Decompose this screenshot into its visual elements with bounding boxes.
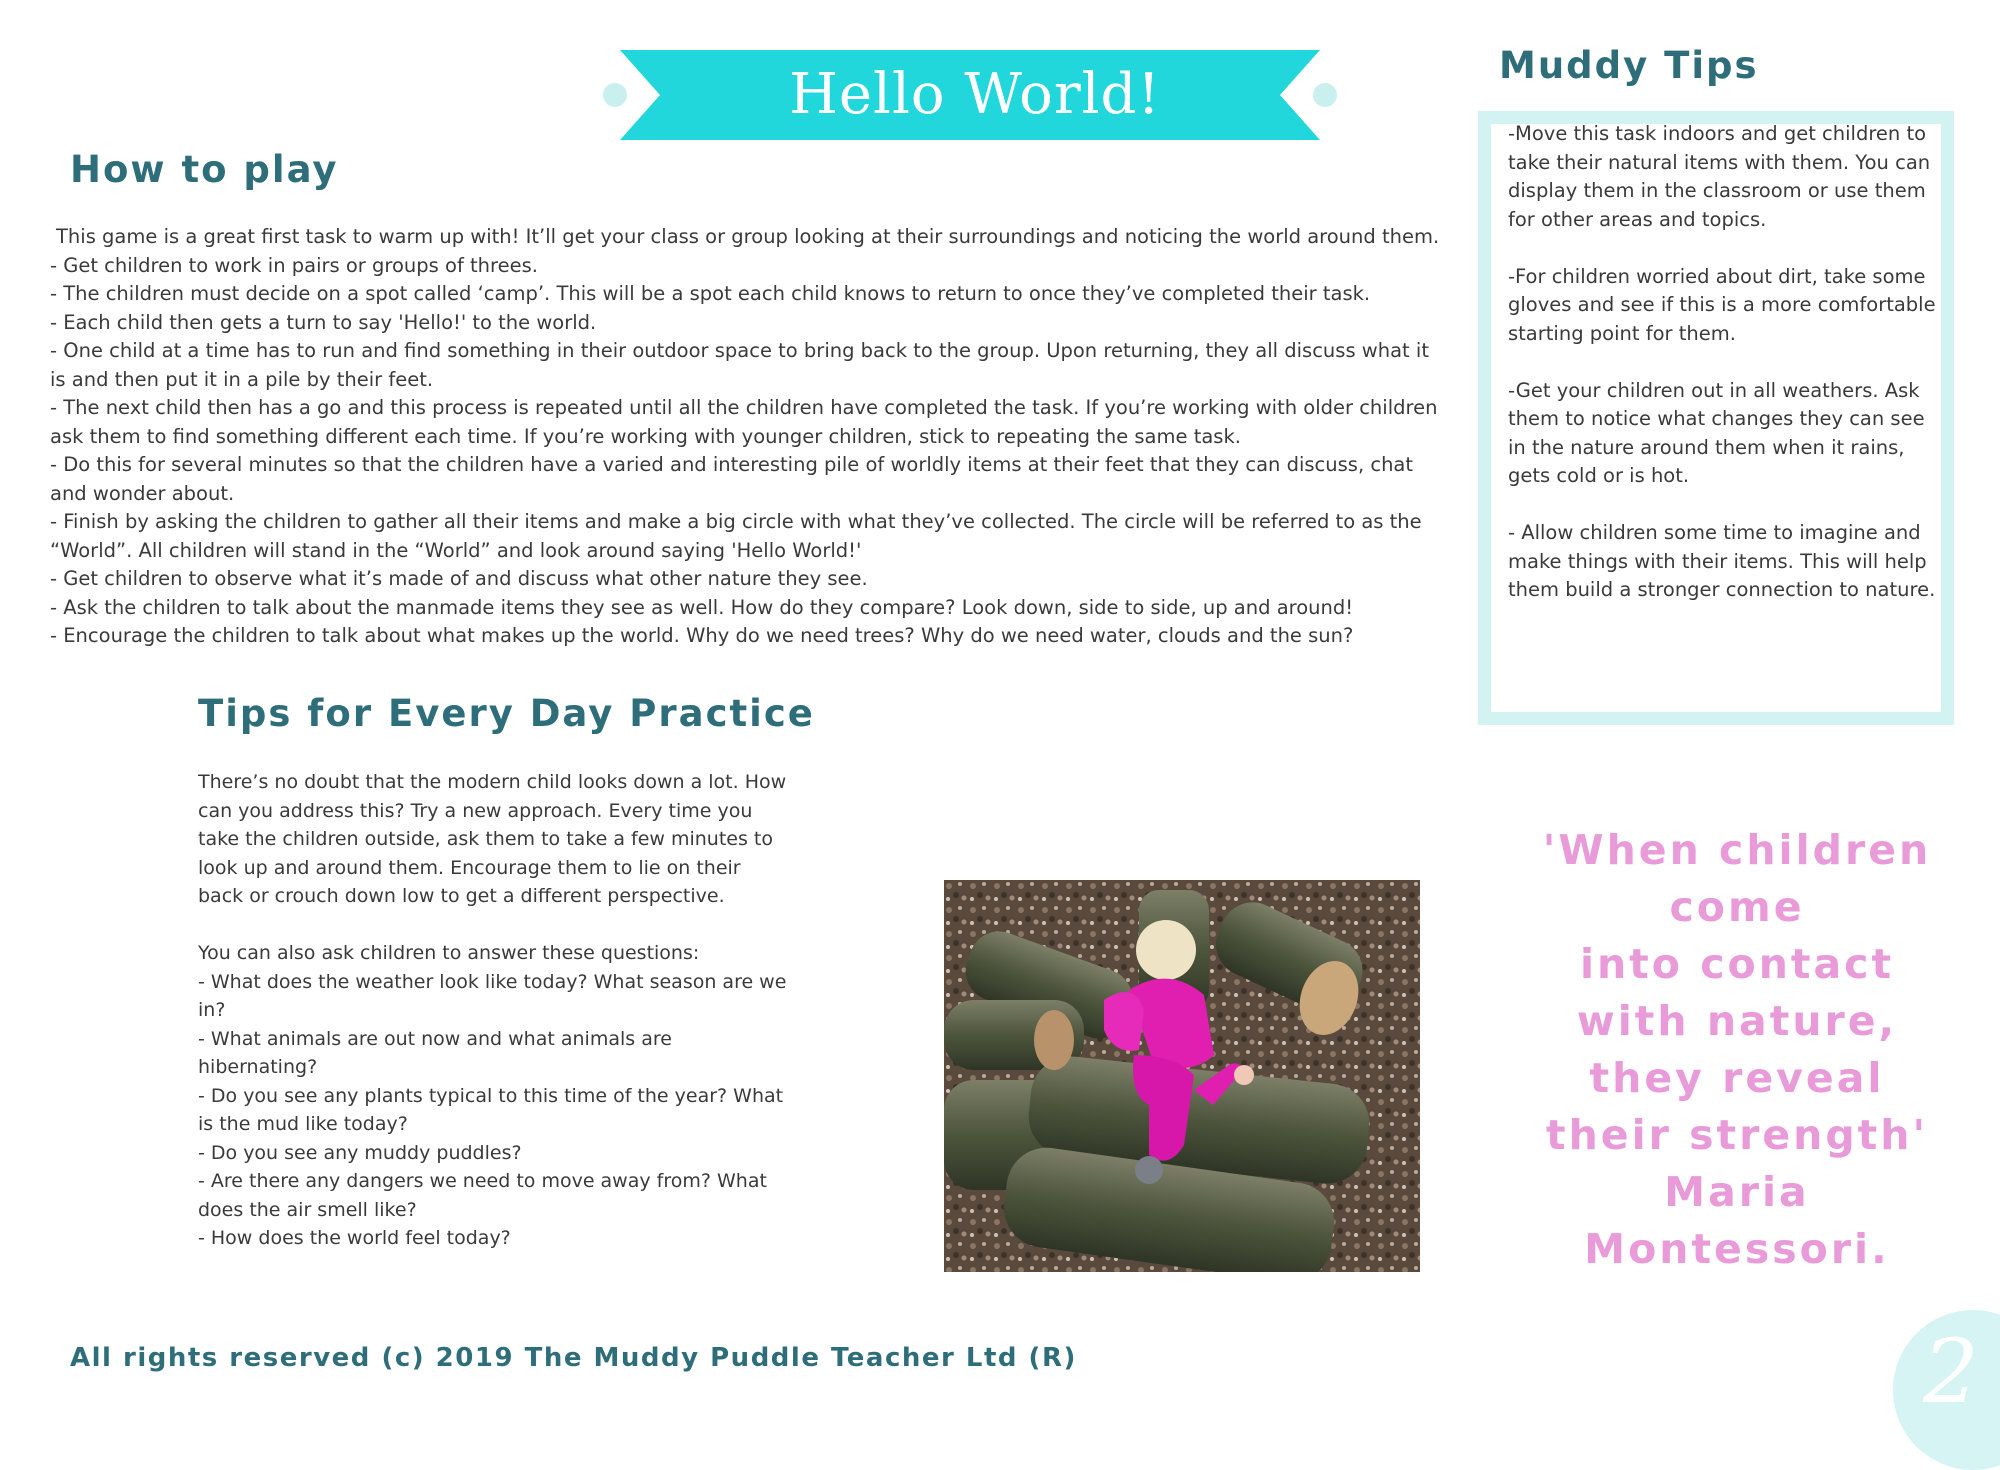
how-to-play-step: - Get children to work in pairs or groups of threes. — [50, 253, 538, 277]
copyright-footer: All rights reserved (c) 2019 The Muddy Puddle Teacher Ltd (R) — [70, 1343, 1077, 1373]
muddy-tip: - Allow children some time to imagine and make things with their items. This will help them build a stronger connection to nature. — [1508, 521, 1936, 601]
how-to-play-heading: How to play — [70, 148, 339, 191]
how-to-play-step: - The next child then has a go and this process is repeated until all the children have completed the task. If you’re working with older children ask them to find something different each time. If you’re working with younger children, stick to repeating the same task. — [50, 396, 1438, 448]
how-to-play-step: - Ask the children to talk about the manmade items they see as well. How do they compare? Look down, side to side, up and around! — [50, 595, 1354, 619]
tips-heading: Tips for Every Day Practice — [198, 692, 815, 735]
banner-dot-right — [1313, 83, 1337, 107]
quote-line: Maria — [1664, 1168, 1810, 1216]
quote-line: into contact — [1579, 940, 1895, 988]
how-to-play-step: - Encourage the children to talk about what makes up the world. Why do we need trees? Why do we need water, clouds and the sun? — [50, 624, 1354, 647]
tips-question: - What animals are out now and what animals are hibernating? — [198, 1027, 672, 1078]
how-to-play-step: - Finish by asking the children to gather all their items and make a big circle with what they’ve collected. The circle will be referred to as the “World”. All children will stand in the “World” and look around saying 'Hello World!' — [50, 510, 1422, 562]
page-number-badge — [1893, 1310, 2000, 1470]
muddy-tips-body — [1508, 120, 1940, 605]
quote-line: their strength' — [1545, 1111, 1929, 1159]
page-title: Hello World! — [789, 62, 1161, 127]
muddy-tip: -Move this task indoors and get children to take their natural items with them. You can display them in the classroom or use them for other areas and topics. — [1508, 122, 1931, 231]
muddy-tip: -For children worried about dirt, take some gloves and see if this is a more comfortable starting point for them. — [1508, 264, 1936, 345]
tips-question: - Do you see any muddy puddles? — [198, 1141, 522, 1164]
how-to-play-step: - One child at a time has to run and find something in their outdoor space to bring back to the group. Upon returning, they all discuss what it is and then put it in a pile by their feet. — [50, 339, 1429, 391]
page-number: 2 — [1923, 1320, 1979, 1423]
tips-question: - How does the world feel today? — [198, 1227, 511, 1249]
how-to-play-intro: This game is a great first task to warm up with! It’ll get your class or group looking at their surroundings and noticing the world around them. — [56, 225, 1440, 248]
tips-questions-intro: You can also ask children to answer these questions: — [198, 942, 700, 964]
how-to-play-step: - Get children to observe what it’s made of and discuss what other nature they see. — [50, 567, 868, 590]
muddy-tip: -Get your children out in all weathers. Ask them to notice what changes they can see in the nature around them when it rains, gets cold or is hot. — [1508, 378, 1925, 487]
quote-line: come — [1669, 883, 1805, 931]
montessori-quote — [1530, 822, 1944, 1278]
how-to-play-body — [50, 223, 1450, 651]
tips-paragraph: There’s no doubt that the modern child looks down a lot. How can you address this? Try a new approach. Every time you take the children outside, ask them to take a few minutes to look up and around them. Encourage them to lie on their back or crouch down low to get a different perspective. — [198, 771, 787, 907]
tips-question: - What does the weather look like today? What season are we in? — [198, 970, 787, 1021]
quote-line: Montessori. — [1584, 1225, 1890, 1273]
tips-question: - Do you see any plants typical to this time of the year? What is the mud like today? — [198, 1084, 784, 1135]
muddy-tips-heading: Muddy Tips — [1499, 44, 1759, 87]
quote-line: they reveal — [1589, 1054, 1885, 1102]
tips-question: - Are there any dangers we need to move away from? What does the air smell like? — [198, 1170, 767, 1221]
how-to-play-step: - The children must decide on a spot called ‘camp’. This will be a spot each child knows to return to once they’ve completed their task. — [50, 282, 1371, 305]
child-on-logs-photo — [944, 880, 1420, 1272]
how-to-play-step: - Do this for several minutes so that the children have a varied and interesting pile of worldly items at their feet that they can discuss, chat and wonder about. — [50, 453, 1414, 505]
tips-body — [198, 768, 788, 1253]
quote-line: with nature, — [1576, 997, 1898, 1045]
how-to-play-step: - Each child then gets a turn to say 'Hello!' to the world. — [50, 310, 597, 334]
banner-dot-left — [603, 83, 627, 107]
quote-line: 'When children — [1542, 826, 1932, 874]
